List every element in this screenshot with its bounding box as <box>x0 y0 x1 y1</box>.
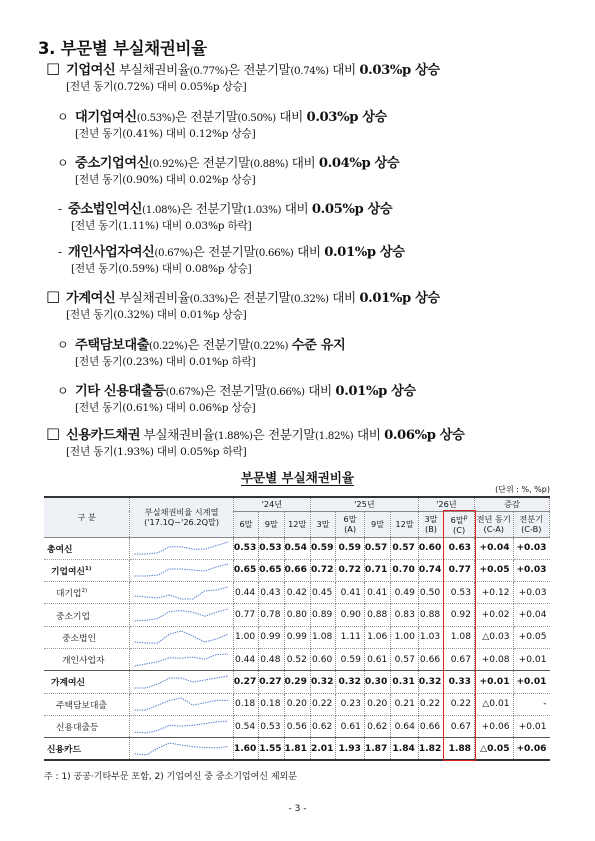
value-cell: 0.92 <box>444 604 475 626</box>
value-cell: 0.18 <box>233 693 258 715</box>
item-change: 0.03%p 상승 <box>359 63 440 78</box>
item-ratio: (0.77%) <box>189 65 228 77</box>
value-cell: 0.66 <box>418 715 443 737</box>
row-label: 신용카드 <box>44 738 130 760</box>
value-cell: 0.53 <box>444 582 475 604</box>
value-cell: 0.52 <box>284 648 310 670</box>
bullet-marker: □ <box>46 59 60 77</box>
value-cell: 0.44 <box>233 582 258 604</box>
trend-sparkline <box>130 604 234 626</box>
value-cell: 1.82 <box>418 738 443 760</box>
item-heading: 개인사업자여신 <box>68 245 155 260</box>
table-row <box>44 715 550 737</box>
row-label: 중소기업 <box>44 604 130 626</box>
item-prev-ratio: (0.88%) <box>249 158 289 170</box>
value-cell: 0.54 <box>284 537 310 559</box>
value-cell: 0.65 <box>259 559 284 581</box>
item-text: 은 전분기말 <box>187 155 250 170</box>
qoq-change-cell: +0.01 <box>513 648 549 670</box>
bullet-marker: ㅇ <box>57 156 69 170</box>
value-cell: 0.61 <box>336 715 365 737</box>
value-cell: 0.63 <box>444 537 475 559</box>
qoq-change-cell: +0.03 <box>513 582 549 604</box>
item-text: 대비 <box>288 155 319 170</box>
item-text: 대비 <box>275 109 307 124</box>
value-cell: 2.01 <box>310 738 335 760</box>
item-heading: 주택담보대출 <box>75 338 150 353</box>
value-cell: 1.84 <box>391 738 419 760</box>
item-change: 0.01%p 상승 <box>359 291 440 306</box>
trend-sparkline <box>130 626 234 648</box>
value-cell: 1.55 <box>259 738 284 760</box>
value-cell: 0.89 <box>310 604 335 626</box>
item-text: 은 전분기말 <box>180 201 243 216</box>
header-25-dec: 12말 <box>391 511 419 537</box>
value-cell: 0.99 <box>259 626 284 648</box>
trend-sparkline <box>130 738 234 760</box>
bullet-marker: □ <box>46 424 60 442</box>
item-change: 0.05%p 상승 <box>311 202 393 217</box>
header-change: 증감 <box>475 497 550 511</box>
value-cell: 1.87 <box>364 738 390 760</box>
qoq-change-cell: - <box>513 693 549 715</box>
value-cell: 0.71 <box>364 559 390 581</box>
item-text: 대비 <box>304 383 336 398</box>
section-title: 3. 부문별 부실채권비율 <box>38 39 207 58</box>
yoy-change-cell: +0.06 <box>475 715 514 737</box>
bullet-marker: ㅇ <box>57 110 69 124</box>
value-cell: 0.22 <box>444 693 475 715</box>
item-text: 부실채권비율 <box>140 427 215 442</box>
value-cell: 0.72 <box>310 559 335 581</box>
header-24-jun: 6말 <box>233 511 258 537</box>
item-text: 대비 <box>293 244 325 259</box>
item-text: 대비 <box>328 62 360 77</box>
yoy-change-cell: △0.03 <box>475 626 514 648</box>
item-prev-ratio: (0.50%) <box>237 112 276 124</box>
value-cell: 0.48 <box>259 648 284 670</box>
value-cell: 0.31 <box>391 671 419 693</box>
summary-item <box>0 109 595 141</box>
bullet-marker: ㅇ <box>57 338 69 352</box>
value-cell: 0.32 <box>310 671 335 693</box>
item-change: 0.01%p 상승 <box>324 245 405 260</box>
value-cell: 0.77 <box>444 559 475 581</box>
qoq-change-cell: +0.01 <box>513 715 549 737</box>
page-number: - 3 - <box>288 804 307 814</box>
item-text: 부실채권비율 <box>115 290 190 305</box>
row-label: 주택담보대출 <box>44 693 130 715</box>
item-prev-ratio: (0.66%) <box>266 386 305 398</box>
summary-item <box>0 155 595 187</box>
value-cell: 0.62 <box>310 715 335 737</box>
item-text: 은 전분기말 <box>187 337 250 352</box>
item-ratio: (0.33%) <box>189 293 228 305</box>
unit-label: (단위 : %, %p) <box>495 485 550 494</box>
item-text: 은 전분기말 <box>227 290 291 305</box>
item-prev-ratio: (0.22%) <box>249 340 289 352</box>
item-yoy-note: [전년 동기(0.41%) 대비 0.12%p 상승] <box>75 128 256 140</box>
item-text: 대비 <box>328 290 360 305</box>
value-cell: 0.41 <box>364 582 390 604</box>
table-row <box>44 559 550 581</box>
value-cell: 1.06 <box>364 626 390 648</box>
item-yoy-note: [전년 동기(0.61%) 대비 0.06%p 상승] <box>75 402 256 414</box>
value-cell: 0.33 <box>444 671 475 693</box>
item-heading: 중소법인여신 <box>68 202 143 217</box>
yoy-change-cell: △0.01 <box>475 693 514 715</box>
item-ratio: (0.22%) <box>149 340 188 352</box>
summary-item <box>0 337 595 369</box>
bullet-marker: - <box>58 202 62 216</box>
yoy-change-cell: +0.08 <box>475 648 514 670</box>
value-cell: 0.66 <box>418 648 443 670</box>
value-cell: 0.53 <box>259 715 284 737</box>
item-yoy-note: [전년 동기(0.90%) 대비 0.02%p 상승] <box>75 174 256 186</box>
bullet-marker: - <box>58 245 62 259</box>
value-cell: 0.22 <box>310 693 335 715</box>
row-label: 총여신 <box>44 537 130 559</box>
summary-item <box>0 287 595 322</box>
value-cell: 0.67 <box>444 715 475 737</box>
summary-item <box>0 383 595 415</box>
item-heading: 기업여신 <box>66 63 116 78</box>
header-yoy: 전년 동기 (C-A) <box>475 511 514 537</box>
item-ratio: (0.67%) <box>154 247 193 259</box>
trend-sparkline <box>130 537 234 559</box>
value-cell: 0.32 <box>336 671 365 693</box>
value-cell: 1.88 <box>444 738 475 760</box>
table-row <box>44 626 550 648</box>
qoq-change-cell: +0.04 <box>513 604 549 626</box>
value-cell: 0.70 <box>391 559 419 581</box>
value-cell: 0.18 <box>259 693 284 715</box>
trend-sparkline <box>130 671 234 693</box>
item-yoy-note: [전년 동기(0.32%) 대비 0.01%p 상승] <box>66 309 247 321</box>
trend-sparkline <box>130 693 234 715</box>
value-cell: 0.59 <box>336 537 365 559</box>
summary-item <box>0 59 595 94</box>
value-cell: 1.93 <box>336 738 365 760</box>
header-year-25: '25년 <box>310 497 418 511</box>
value-cell: 0.88 <box>418 604 443 626</box>
table-row <box>44 738 550 760</box>
item-text: 은 전분기말 <box>192 244 256 259</box>
value-cell: 0.20 <box>284 693 310 715</box>
header-year-24: '24년 <box>233 497 310 511</box>
value-cell: 0.53 <box>259 537 284 559</box>
value-cell: 0.74 <box>418 559 443 581</box>
value-cell: 1.00 <box>233 626 258 648</box>
item-heading: 기타 신용대출등 <box>75 384 166 399</box>
bullet-marker: □ <box>46 287 60 305</box>
item-text: 은 전분기말 <box>203 383 267 398</box>
value-cell: 0.83 <box>391 604 419 626</box>
value-cell: 0.64 <box>391 715 419 737</box>
value-cell: 0.23 <box>336 693 365 715</box>
value-cell: 0.57 <box>364 537 390 559</box>
value-cell: 0.54 <box>233 715 258 737</box>
yoy-change-cell: △0.05 <box>475 738 514 760</box>
item-yoy-note: [전년 동기(0.23%) 대비 0.01%p 하락] <box>75 356 256 368</box>
value-cell: 0.45 <box>310 582 335 604</box>
value-cell: 0.56 <box>284 715 310 737</box>
item-heading: 신용카드채권 <box>66 428 141 443</box>
qoq-change-cell: +0.06 <box>513 738 549 760</box>
item-text: 은 전분기말 <box>175 109 238 124</box>
value-cell: 0.72 <box>336 559 365 581</box>
value-cell: 0.49 <box>391 582 419 604</box>
item-yoy-note: [전년 동기(0.72%) 대비 0.05%p 상승] <box>66 81 247 93</box>
item-change: 0.04%p 상승 <box>318 156 400 171</box>
value-cell: 0.30 <box>364 671 390 693</box>
item-text: 대비 <box>353 427 385 442</box>
item-prev-ratio: (0.66%) <box>255 247 294 259</box>
value-cell: 0.57 <box>391 648 419 670</box>
item-ratio: (0.67%) <box>165 386 204 398</box>
footnote: 주 : 1) 공공·기타부문 포함, 2) 기업여신 중 중소기업여신 제외분 <box>44 772 297 782</box>
value-cell: 1.60 <box>233 738 258 760</box>
row-label: 가계여신 <box>44 671 130 693</box>
item-text: 부실채권비율 <box>115 62 190 77</box>
summary-item <box>0 424 595 459</box>
value-cell: 0.61 <box>364 648 390 670</box>
value-cell: 0.50 <box>418 582 443 604</box>
value-cell: 0.90 <box>336 604 365 626</box>
item-prev-ratio: (0.74%) <box>290 65 329 77</box>
value-cell: 0.53 <box>233 537 258 559</box>
table-row <box>44 671 550 693</box>
value-cell: 0.59 <box>310 537 335 559</box>
yoy-change-cell: +0.01 <box>475 671 514 693</box>
row-label: 개인사업자 <box>44 648 130 670</box>
trend-sparkline <box>130 559 234 581</box>
value-cell: 1.08 <box>310 626 335 648</box>
row-label: 신용대출등 <box>44 715 130 737</box>
value-cell: 0.62 <box>364 715 390 737</box>
item-ratio: (1.08%) <box>142 204 181 216</box>
item-change: 0.01%p 상승 <box>335 384 416 399</box>
value-cell: 0.59 <box>336 648 365 670</box>
yoy-change-cell: +0.02 <box>475 604 514 626</box>
value-cell: 0.88 <box>364 604 390 626</box>
value-cell: 0.65 <box>233 559 258 581</box>
item-ratio: (0.53%) <box>136 112 176 124</box>
value-cell: 0.22 <box>418 693 443 715</box>
item-ratio: (0.92%) <box>149 158 188 170</box>
header-year-26: '26년 <box>418 497 474 511</box>
item-heading: 중소기업여신 <box>75 156 150 171</box>
header-26-jun: 6말$^p$ (C) <box>444 511 475 537</box>
value-cell: 0.41 <box>336 582 365 604</box>
item-change: 0.06%p 상승 <box>384 428 465 443</box>
table-row <box>44 693 550 715</box>
table-row <box>44 537 550 559</box>
value-cell: 0.21 <box>391 693 419 715</box>
header-26-mar: 3말 (B) <box>418 511 443 537</box>
value-cell: 0.78 <box>259 604 284 626</box>
item-prev-ratio: (1.82%) <box>315 430 354 442</box>
header-25-jun: 6말 (A) <box>336 511 365 537</box>
value-cell: 0.99 <box>284 626 310 648</box>
value-cell: 1.00 <box>391 626 419 648</box>
trend-sparkline <box>130 648 234 670</box>
value-cell: 0.66 <box>284 559 310 581</box>
value-cell: 1.81 <box>284 738 310 760</box>
bullet-marker: ㅇ <box>57 384 69 398</box>
trend-sparkline <box>130 582 234 604</box>
header-25-mar: 3말 <box>310 511 335 537</box>
header-25-sep: 9말 <box>364 511 390 537</box>
qoq-change-cell: +0.01 <box>513 671 549 693</box>
value-cell: 1.11 <box>336 626 365 648</box>
header-trend: 부실채권비율 시계열 ('17.1Q~'26.2Q말) <box>130 497 234 537</box>
value-cell: 1.03 <box>418 626 443 648</box>
value-cell: 1.08 <box>444 626 475 648</box>
value-cell: 0.27 <box>233 671 258 693</box>
item-heading: 대기업여신 <box>75 110 137 125</box>
value-cell: 0.77 <box>233 604 258 626</box>
header-category: 구 분 <box>44 497 130 537</box>
value-cell: 0.44 <box>233 648 258 670</box>
table-title: 부문별 부실채권비율 <box>240 470 355 485</box>
item-prev-ratio: (0.32%) <box>290 293 329 305</box>
header-24-sep: 9말 <box>259 511 284 537</box>
value-cell: 0.60 <box>310 648 335 670</box>
qoq-change-cell: +0.05 <box>513 626 549 648</box>
summary-item <box>0 244 595 276</box>
value-cell: 0.80 <box>284 604 310 626</box>
value-cell: 0.27 <box>259 671 284 693</box>
value-cell: 0.20 <box>364 693 390 715</box>
item-yoy-note: [전년 동기(1.93%) 대비 0.05%p 하락] <box>66 446 247 458</box>
header-qoq: 전분기 (C-B) <box>513 511 549 537</box>
table-row <box>44 582 550 604</box>
value-cell: 0.29 <box>284 671 310 693</box>
value-cell: 0.57 <box>391 537 419 559</box>
yoy-change-cell: +0.12 <box>475 582 514 604</box>
item-change: 0.03%p 상승 <box>306 110 387 125</box>
qoq-change-cell: +0.03 <box>513 537 549 559</box>
value-cell: 0.60 <box>418 537 443 559</box>
item-prev-ratio: (1.03%) <box>242 204 282 216</box>
item-ratio: (1.88%) <box>214 430 253 442</box>
item-change: 수준 유지 <box>291 338 346 353</box>
header-24-dec: 12말 <box>284 511 310 537</box>
npl-ratio-table <box>44 496 550 761</box>
summary-item <box>0 201 595 233</box>
trend-sparkline <box>130 715 234 737</box>
item-yoy-note: [전년 동기(1.11%) 대비 0.03%p 하락] <box>71 220 252 232</box>
value-cell: 0.32 <box>418 671 443 693</box>
table-row <box>44 604 550 626</box>
row-label: 대기업$^{2)}$ <box>44 582 130 604</box>
qoq-change-cell: +0.03 <box>513 559 549 581</box>
row-label: 기업여신$^{1)}$ <box>44 559 130 581</box>
value-cell: 0.42 <box>284 582 310 604</box>
item-yoy-note: [전년 동기(0.59%) 대비 0.08%p 상승] <box>71 263 252 275</box>
value-cell: 0.67 <box>444 648 475 670</box>
value-cell: 0.43 <box>259 582 284 604</box>
item-text: 은 전분기말 <box>252 427 316 442</box>
row-label: 중소법인 <box>44 626 130 648</box>
yoy-change-cell: +0.04 <box>475 537 514 559</box>
item-text: 대비 <box>281 201 312 216</box>
item-text: 은 전분기말 <box>227 62 291 77</box>
item-heading: 가계여신 <box>66 291 116 306</box>
yoy-change-cell: +0.05 <box>475 559 514 581</box>
table-row <box>44 648 550 670</box>
